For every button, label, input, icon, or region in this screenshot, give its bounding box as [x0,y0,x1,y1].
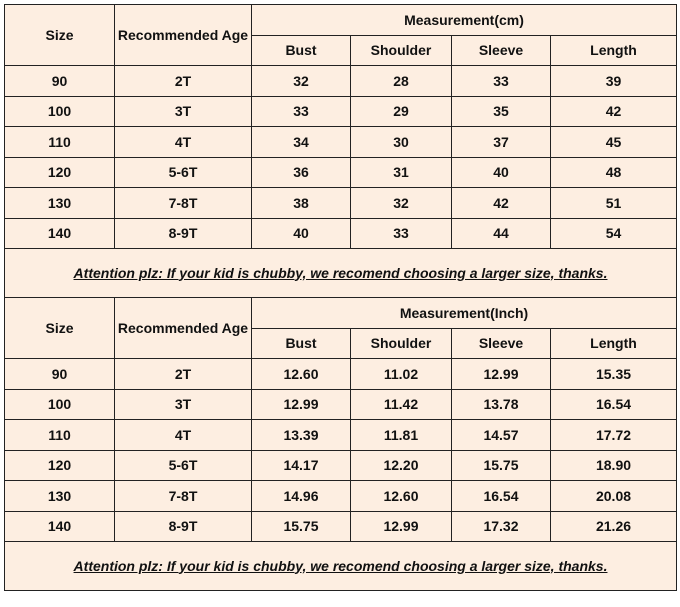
age-header: Recommended Age [115,298,252,359]
table-cell: 100 [5,389,115,420]
table-cell: 17.32 [452,511,551,542]
table-cell: 7-8T [115,188,252,219]
size-table-body [5,5,677,591]
table-cell: 16.54 [452,481,551,512]
table-cell: 12.20 [351,450,452,481]
table-cell: 54 [551,218,677,249]
table-cell: 40 [252,218,351,249]
table-cell: 110 [5,420,115,451]
table-cell: 130 [5,188,115,219]
table-cell: 48 [551,157,677,188]
note-row [5,249,677,298]
table-cell: 20.08 [551,481,677,512]
table-cell: 18.90 [551,450,677,481]
table-cell: 8-9T [115,218,252,249]
table-cell: 34 [252,127,351,158]
table-row [5,511,677,542]
table-cell: 2T [115,66,252,97]
size-header: Size [5,5,115,66]
table-cell: 44 [452,218,551,249]
table-cell: 38 [252,188,351,219]
size-table [4,4,677,591]
column-header: Length [551,35,677,66]
table-cell: 8-9T [115,511,252,542]
table-cell: 11.02 [351,359,452,390]
note-row [5,542,677,591]
table-cell: 13.39 [252,420,351,451]
table-cell: 4T [115,420,252,451]
table-row [5,359,677,390]
header-row [5,5,677,36]
table-row [5,127,677,158]
table-cell: 32 [252,66,351,97]
table-cell: 36 [252,157,351,188]
table-row [5,481,677,512]
attention-note: Attention plz: If your kid is chubby, we recomend choosing a larger size, thanks. [5,542,677,591]
table-cell: 2T [115,359,252,390]
table-row [5,96,677,127]
table-cell: 12.99 [351,511,452,542]
size-chart [4,4,676,591]
age-header: Recommended Age [115,5,252,66]
table-row [5,420,677,451]
size-header: Size [5,298,115,359]
table-cell: 100 [5,96,115,127]
table-cell: 21.26 [551,511,677,542]
table-cell: 15.75 [252,511,351,542]
table-cell: 30 [351,127,452,158]
table-cell: 140 [5,511,115,542]
column-header: Shoulder [351,35,452,66]
table-cell: 13.78 [452,389,551,420]
measurement-header: Measurement(cm) [252,5,677,36]
table-cell: 14.17 [252,450,351,481]
table-cell: 11.81 [351,420,452,451]
table-cell: 120 [5,157,115,188]
table-cell: 5-6T [115,450,252,481]
table-cell: 3T [115,96,252,127]
table-cell: 4T [115,127,252,158]
column-header: Length [551,328,677,359]
table-cell: 15.75 [452,450,551,481]
table-cell: 7-8T [115,481,252,512]
table-cell: 3T [115,389,252,420]
table-row [5,66,677,97]
column-header: Sleeve [452,328,551,359]
table-cell: 39 [551,66,677,97]
table-cell: 14.57 [452,420,551,451]
table-cell: 5-6T [115,157,252,188]
table-cell: 28 [351,66,452,97]
column-header: Bust [252,328,351,359]
table-row [5,157,677,188]
table-cell: 90 [5,66,115,97]
table-cell: 35 [452,96,551,127]
table-cell: 42 [551,96,677,127]
table-row [5,389,677,420]
column-header: Sleeve [452,35,551,66]
table-cell: 12.60 [351,481,452,512]
table-cell: 37 [452,127,551,158]
table-cell: 110 [5,127,115,158]
attention-note: Attention plz: If your kid is chubby, we recomend choosing a larger size, thanks. [5,249,677,298]
table-cell: 42 [452,188,551,219]
table-cell: 12.99 [452,359,551,390]
measurement-header: Measurement(Inch) [252,298,677,329]
table-cell: 33 [351,218,452,249]
table-row [5,218,677,249]
table-cell: 12.99 [252,389,351,420]
table-cell: 40 [452,157,551,188]
table-cell: 14.96 [252,481,351,512]
table-cell: 11.42 [351,389,452,420]
table-cell: 51 [551,188,677,219]
header-row [5,298,677,329]
column-header: Bust [252,35,351,66]
table-row [5,188,677,219]
table-cell: 15.35 [551,359,677,390]
table-row [5,450,677,481]
table-cell: 31 [351,157,452,188]
table-cell: 90 [5,359,115,390]
table-cell: 29 [351,96,452,127]
column-header: Shoulder [351,328,452,359]
table-cell: 33 [452,66,551,97]
table-cell: 16.54 [551,389,677,420]
table-cell: 130 [5,481,115,512]
table-cell: 12.60 [252,359,351,390]
table-cell: 32 [351,188,452,219]
table-cell: 33 [252,96,351,127]
table-cell: 120 [5,450,115,481]
table-cell: 140 [5,218,115,249]
table-cell: 17.72 [551,420,677,451]
table-cell: 45 [551,127,677,158]
